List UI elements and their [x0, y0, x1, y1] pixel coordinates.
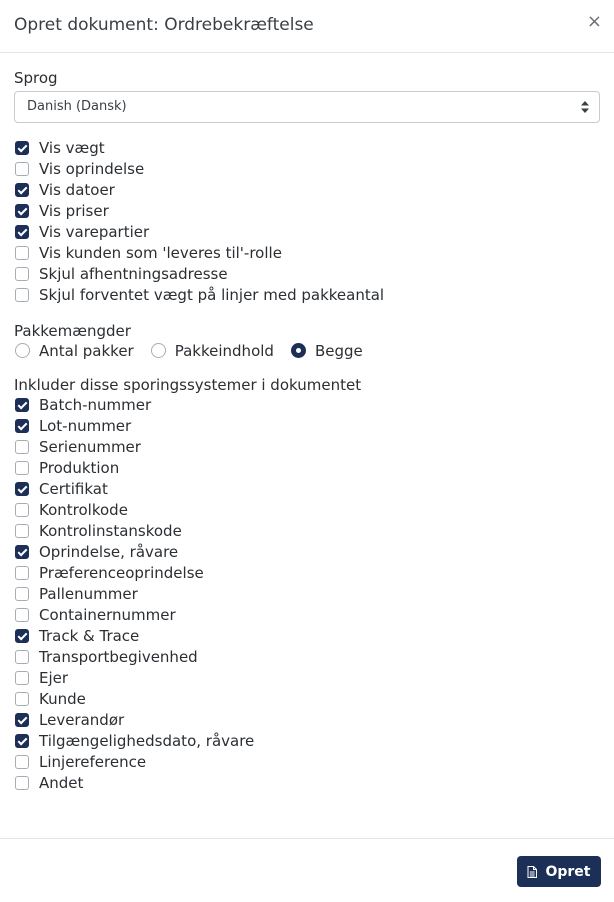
radio-button[interactable]: [15, 343, 30, 358]
checkbox-label: Skjul forventet vægt på linjer med pakkeantal: [39, 285, 385, 304]
checkbox[interactable]: [15, 288, 29, 302]
modal-body: [0, 69, 614, 793]
display-options-list: [14, 137, 600, 305]
option-skjul-afhentningsadresse[interactable]: [14, 263, 600, 284]
checkbox[interactable]: [15, 419, 29, 433]
checkbox[interactable]: [15, 440, 29, 454]
option-vis-vaegt[interactable]: [14, 137, 600, 158]
checkbox[interactable]: [15, 267, 29, 281]
checkbox-label: Tilgængelighedsdato, råvare: [39, 731, 255, 750]
tracking-ejer[interactable]: [14, 667, 600, 688]
radio-label: Begge: [314, 341, 363, 360]
checkbox[interactable]: [15, 482, 29, 496]
checkbox[interactable]: [15, 461, 29, 475]
checkbox[interactable]: [15, 398, 29, 412]
checkbox-label: Produktion: [39, 458, 120, 477]
tracking-oprindelse-ravare[interactable]: [14, 541, 600, 562]
checkbox[interactable]: [15, 141, 29, 155]
checkbox[interactable]: [15, 776, 29, 790]
tracking-pallenummer[interactable]: [14, 583, 600, 604]
checkbox-label: Oprindelse, råvare: [39, 542, 179, 561]
tracking-systems-list: [14, 394, 600, 793]
tracking-certifikat[interactable]: [14, 478, 600, 499]
tracking-andet[interactable]: [14, 772, 600, 793]
tracking-systems-label: Inkluder disse sporingssystemer i dokumentet: [14, 376, 362, 394]
tracking-kunde[interactable]: [14, 688, 600, 709]
tracking-serienummer[interactable]: [14, 436, 600, 457]
radio-label: Antal pakker: [39, 341, 134, 360]
tracking-track-trace[interactable]: [14, 625, 600, 646]
checkbox-label: Vis priser: [39, 201, 109, 220]
checkbox[interactable]: [15, 755, 29, 769]
checkbox-label: Track & Trace: [39, 626, 140, 645]
checkbox-label: Transportbegivenhed: [39, 647, 198, 666]
option-skjul-forventet-vaegt-pa-linjer-med-pakkeantal[interactable]: [14, 284, 600, 305]
radio-button[interactable]: [151, 343, 166, 358]
option-vis-kunden-som-leveres-til-rolle[interactable]: [14, 242, 600, 263]
tracking-transportbegivenhed[interactable]: [14, 646, 600, 667]
tracking-produktion[interactable]: [14, 457, 600, 478]
checkbox-label: Leverandør: [39, 710, 125, 729]
document-icon: [527, 866, 537, 878]
checkbox-label: Vis datoer: [39, 180, 115, 199]
checkbox-label: Linjereference: [39, 752, 147, 771]
option-vis-varepartier[interactable]: [14, 221, 600, 242]
tracking-tilgaengelighedsdato-ravare[interactable]: [14, 730, 600, 751]
checkbox[interactable]: [15, 545, 29, 559]
checkbox[interactable]: [15, 713, 29, 727]
checkbox-label: Lot-nummer: [39, 416, 132, 435]
checkbox[interactable]: [15, 225, 29, 239]
package-quantities-radio-group: [14, 340, 600, 361]
checkbox[interactable]: [15, 524, 29, 538]
checkbox-label: Kunde: [39, 689, 86, 708]
checkbox[interactable]: [15, 692, 29, 706]
language-label: Sprog: [14, 69, 58, 87]
create-button-label: Opret: [545, 863, 591, 880]
checkbox[interactable]: [15, 650, 29, 664]
checkbox[interactable]: [15, 734, 29, 748]
checkbox[interactable]: [15, 608, 29, 622]
language-select-value: Danish (Dansk): [27, 99, 127, 114]
checkbox-label: Certifikat: [39, 479, 108, 498]
checkbox-label: Vis kunden som 'leveres til'-rolle: [39, 243, 282, 262]
option-vis-oprindelse[interactable]: [14, 158, 600, 179]
checkbox-label: Vis varepartier: [39, 222, 150, 241]
modal-header: [0, 0, 614, 53]
checkbox[interactable]: [15, 671, 29, 685]
tracking-linjereference[interactable]: [14, 751, 600, 772]
package-quantities-label: Pakkemængder: [14, 322, 131, 340]
checkbox[interactable]: [15, 246, 29, 260]
checkbox-label: Pallenummer: [39, 584, 138, 603]
checkbox-label: Containernummer: [39, 605, 176, 624]
checkbox[interactable]: [15, 204, 29, 218]
radio-label: Pakkeindhold: [174, 341, 274, 360]
close-icon[interactable]: ×: [586, 11, 602, 32]
modal-title: Opret dokument: Ordrebekræftelse: [14, 15, 314, 35]
checkbox-label: Vis vægt: [39, 138, 105, 157]
tracking-lot-nummer[interactable]: [14, 415, 600, 436]
checkbox[interactable]: [15, 566, 29, 580]
tracking-kontrolkode[interactable]: [14, 499, 600, 520]
checkbox[interactable]: [15, 503, 29, 517]
checkbox-label: Kontrolinstanskode: [39, 521, 182, 540]
option-vis-priser[interactable]: [14, 200, 600, 221]
checkbox-label: Ejer: [39, 668, 69, 687]
radio-antal-pakker[interactable]: [14, 342, 134, 360]
language-select[interactable]: [14, 91, 600, 123]
checkbox-label: Andet: [39, 773, 84, 792]
checkbox-label: Serienummer: [39, 437, 141, 456]
tracking-kontrolinstanskode[interactable]: [14, 520, 600, 541]
option-vis-datoer[interactable]: [14, 179, 600, 200]
checkbox[interactable]: [15, 162, 29, 176]
tracking-containernummer[interactable]: [14, 604, 600, 625]
checkbox[interactable]: [15, 629, 29, 643]
radio-begge[interactable]: [290, 342, 363, 360]
checkbox-label: Vis oprindelse: [39, 159, 145, 178]
modal-footer: [0, 838, 614, 902]
create-button[interactable]: [517, 856, 601, 887]
tracking-praeferenceoprindelse[interactable]: [14, 562, 600, 583]
radio-pakkeindhold[interactable]: [150, 342, 274, 360]
radio-button[interactable]: [291, 343, 306, 358]
checkbox-label: Batch-nummer: [39, 395, 152, 414]
checkbox[interactable]: [15, 183, 29, 197]
sort-arrows-icon: [581, 101, 589, 113]
checkbox-label: Skjul afhentningsadresse: [39, 264, 228, 283]
tracking-leverandor[interactable]: [14, 709, 600, 730]
tracking-batch-nummer[interactable]: [14, 394, 600, 415]
checkbox-label: Kontrolkode: [39, 500, 128, 519]
checkbox[interactable]: [15, 587, 29, 601]
checkbox-label: Præferenceoprindelse: [39, 563, 204, 582]
